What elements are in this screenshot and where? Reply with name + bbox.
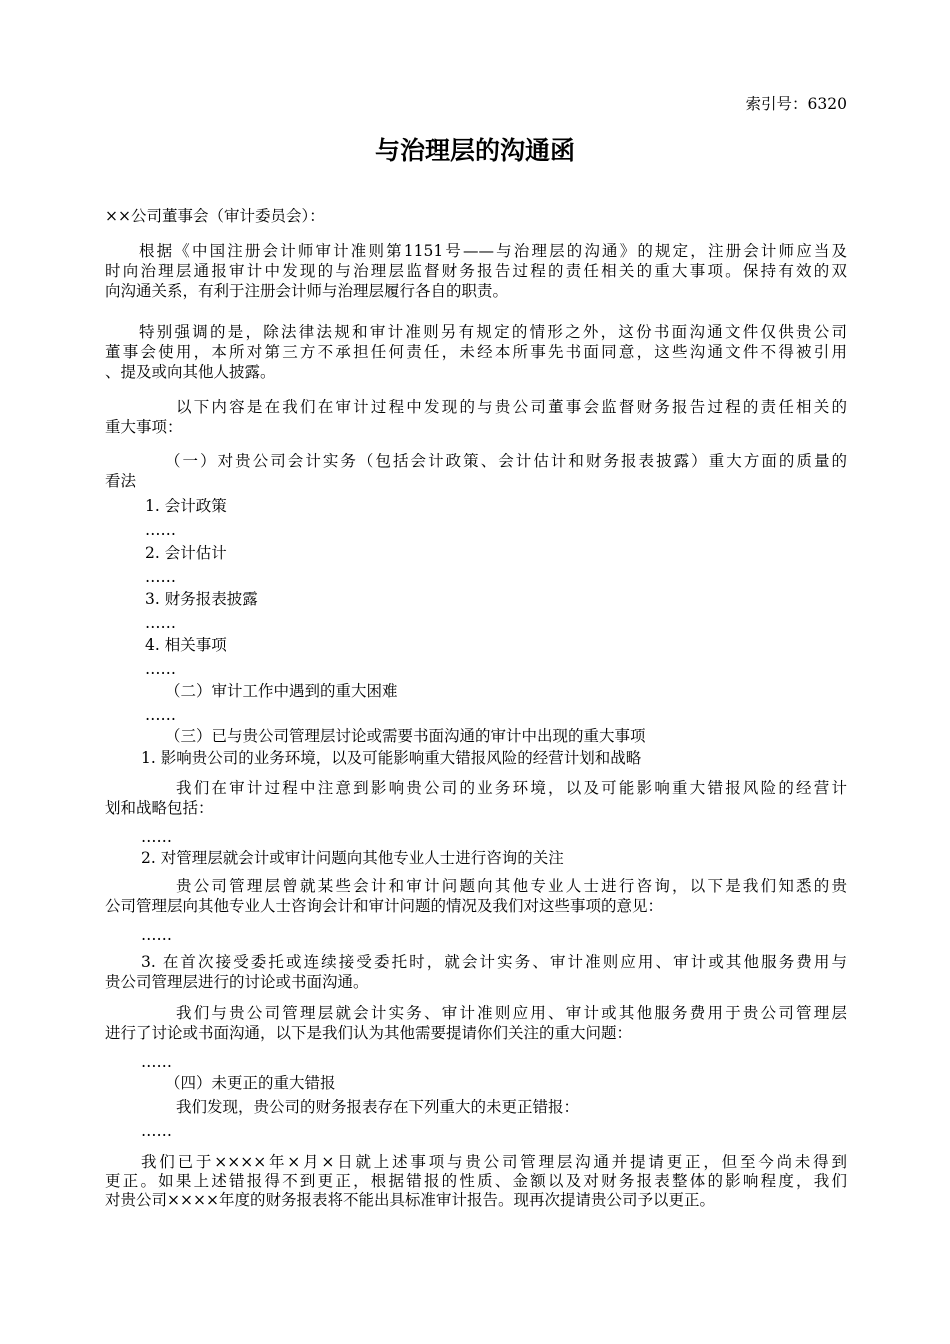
section-3-item-3-text-line-2: 进行了讨论或书面沟通，以下是我们认为其他需要提请你们关注的重大问题： xyxy=(105,1024,633,1042)
paragraph-3-line-2: 重大事项： xyxy=(105,418,183,436)
section-1-item-3: 3. 财务报表披露 xyxy=(145,590,258,608)
ellipsis: …… xyxy=(145,614,176,632)
section-3-item-1-text-line-2: 划和战略包括： xyxy=(105,799,214,817)
paragraph-1-line-3: 向沟通关系，有利于注册会计师与治理层履行各自的职责。 xyxy=(105,282,509,300)
section-3-item-2-text-line-1: 贵公司管理层曾就某些会计和审计问题向其他专业人士进行咨询，以下是我们知悉的贵 xyxy=(176,877,847,895)
section-4-text: 我们发现，贵公司的财务报表存在下列重大的未更正错报： xyxy=(176,1098,580,1116)
salutation: ××公司董事会（审计委员会）： xyxy=(105,207,325,225)
paragraph-1-line-2: 时向治理层通报审计中发现的与治理层监督财务报告过程的责任相关的重大事项。保持有效的双 xyxy=(105,262,847,280)
section-3-item-3-text-line-1: 我们与贵公司管理层就会计实务、审计准则应用、审计或其他服务费用于贵公司管理层 xyxy=(176,1004,847,1022)
section-3-item-1-text-line-1: 我们在审计过程中注意到影响贵公司的业务环境，以及可能影响重大错报风险的经营计 xyxy=(176,779,847,797)
section-3-heading: （三）已与贵公司管理层讨论或需要书面沟通的审计中出现的重大事项 xyxy=(165,727,646,745)
paragraph-2-line-1: 特别强调的是，除法律法规和审计准则另有规定的情形之外，这份书面沟通文件仅供贵公司 xyxy=(139,323,847,341)
section-3-item-1: 1. 影响贵公司的业务环境，以及可能影响重大错报风险的经营计划和战略 xyxy=(141,749,642,767)
final-paragraph-line-2: 更正。如果上述错报得不到更正，根据错报的性质、金额以及对财务报表整体的影响程度，我们 xyxy=(105,1172,847,1190)
ellipsis: …… xyxy=(145,521,176,539)
ellipsis: …… xyxy=(145,706,176,724)
paragraph-2-line-3: 、提及或向其他人披露。 xyxy=(105,363,276,381)
ellipsis: …… xyxy=(145,568,176,586)
final-paragraph-line-3: 对贵公司××××年度的财务报表将不能出具标准审计报告。现再次提请贵公司予以更正。 xyxy=(105,1191,715,1209)
section-1-heading-line-2: 看法 xyxy=(105,472,137,490)
paragraph-3-line-1: 以下内容是在我们在审计过程中发现的与贵公司董事会监督财务报告过程的责任相关的 xyxy=(176,398,847,416)
section-1-heading-line-1: （一）对贵公司会计实务（包括会计政策、会计估计和财务报表披露）重大方面的质量的 xyxy=(165,452,847,470)
section-3-item-3-line-1: 3. 在首次接受委托或连续接受委托时，就会计实务、审计准则应用、审计或其他服务费用与 xyxy=(141,953,847,971)
section-4-heading: （四）未更正的重大错报 xyxy=(165,1074,336,1092)
section-3-item-2-text-line-2: 公司管理层向其他专业人士咨询会计和审计问题的情况及我们对这些事项的意见： xyxy=(105,897,664,915)
paragraph-1-line-1: 根据《中国注册会计师审计准则第1151号——与治理层的沟通》的规定，注册会计师应当及 xyxy=(139,242,847,260)
paragraph-2-line-2: 董事会使用，本所对第三方不承担任何责任，未经本所事先书面同意，这些沟通文件不得被引用 xyxy=(105,343,847,361)
section-2-heading: （二）审计工作中遇到的重大困难 xyxy=(165,682,398,700)
final-paragraph-line-1: 我们已于××××年×月×日就上述事项与贵公司管理层沟通并提请更正，但至今尚未得到 xyxy=(141,1153,847,1171)
ellipsis: …… xyxy=(145,660,176,678)
section-1-item-2: 2. 会计估计 xyxy=(145,544,227,562)
ellipsis: …… xyxy=(141,1053,172,1071)
section-3-item-2: 2. 对管理层就会计或审计问题向其他专业人士进行咨询的关注 xyxy=(141,849,564,867)
ellipsis: …… xyxy=(141,828,172,846)
ellipsis: …… xyxy=(141,1122,172,1140)
index-number: 索引号：6320 xyxy=(745,95,847,113)
document-title: 与治理层的沟通函 xyxy=(374,136,575,165)
section-1-item-4: 4. 相关事项 xyxy=(145,636,227,654)
section-1-item-1: 1. 会计政策 xyxy=(145,497,227,515)
ellipsis: …… xyxy=(141,926,172,944)
section-3-item-3-line-2: 贵公司管理层进行的讨论或书面沟通。 xyxy=(105,973,369,991)
